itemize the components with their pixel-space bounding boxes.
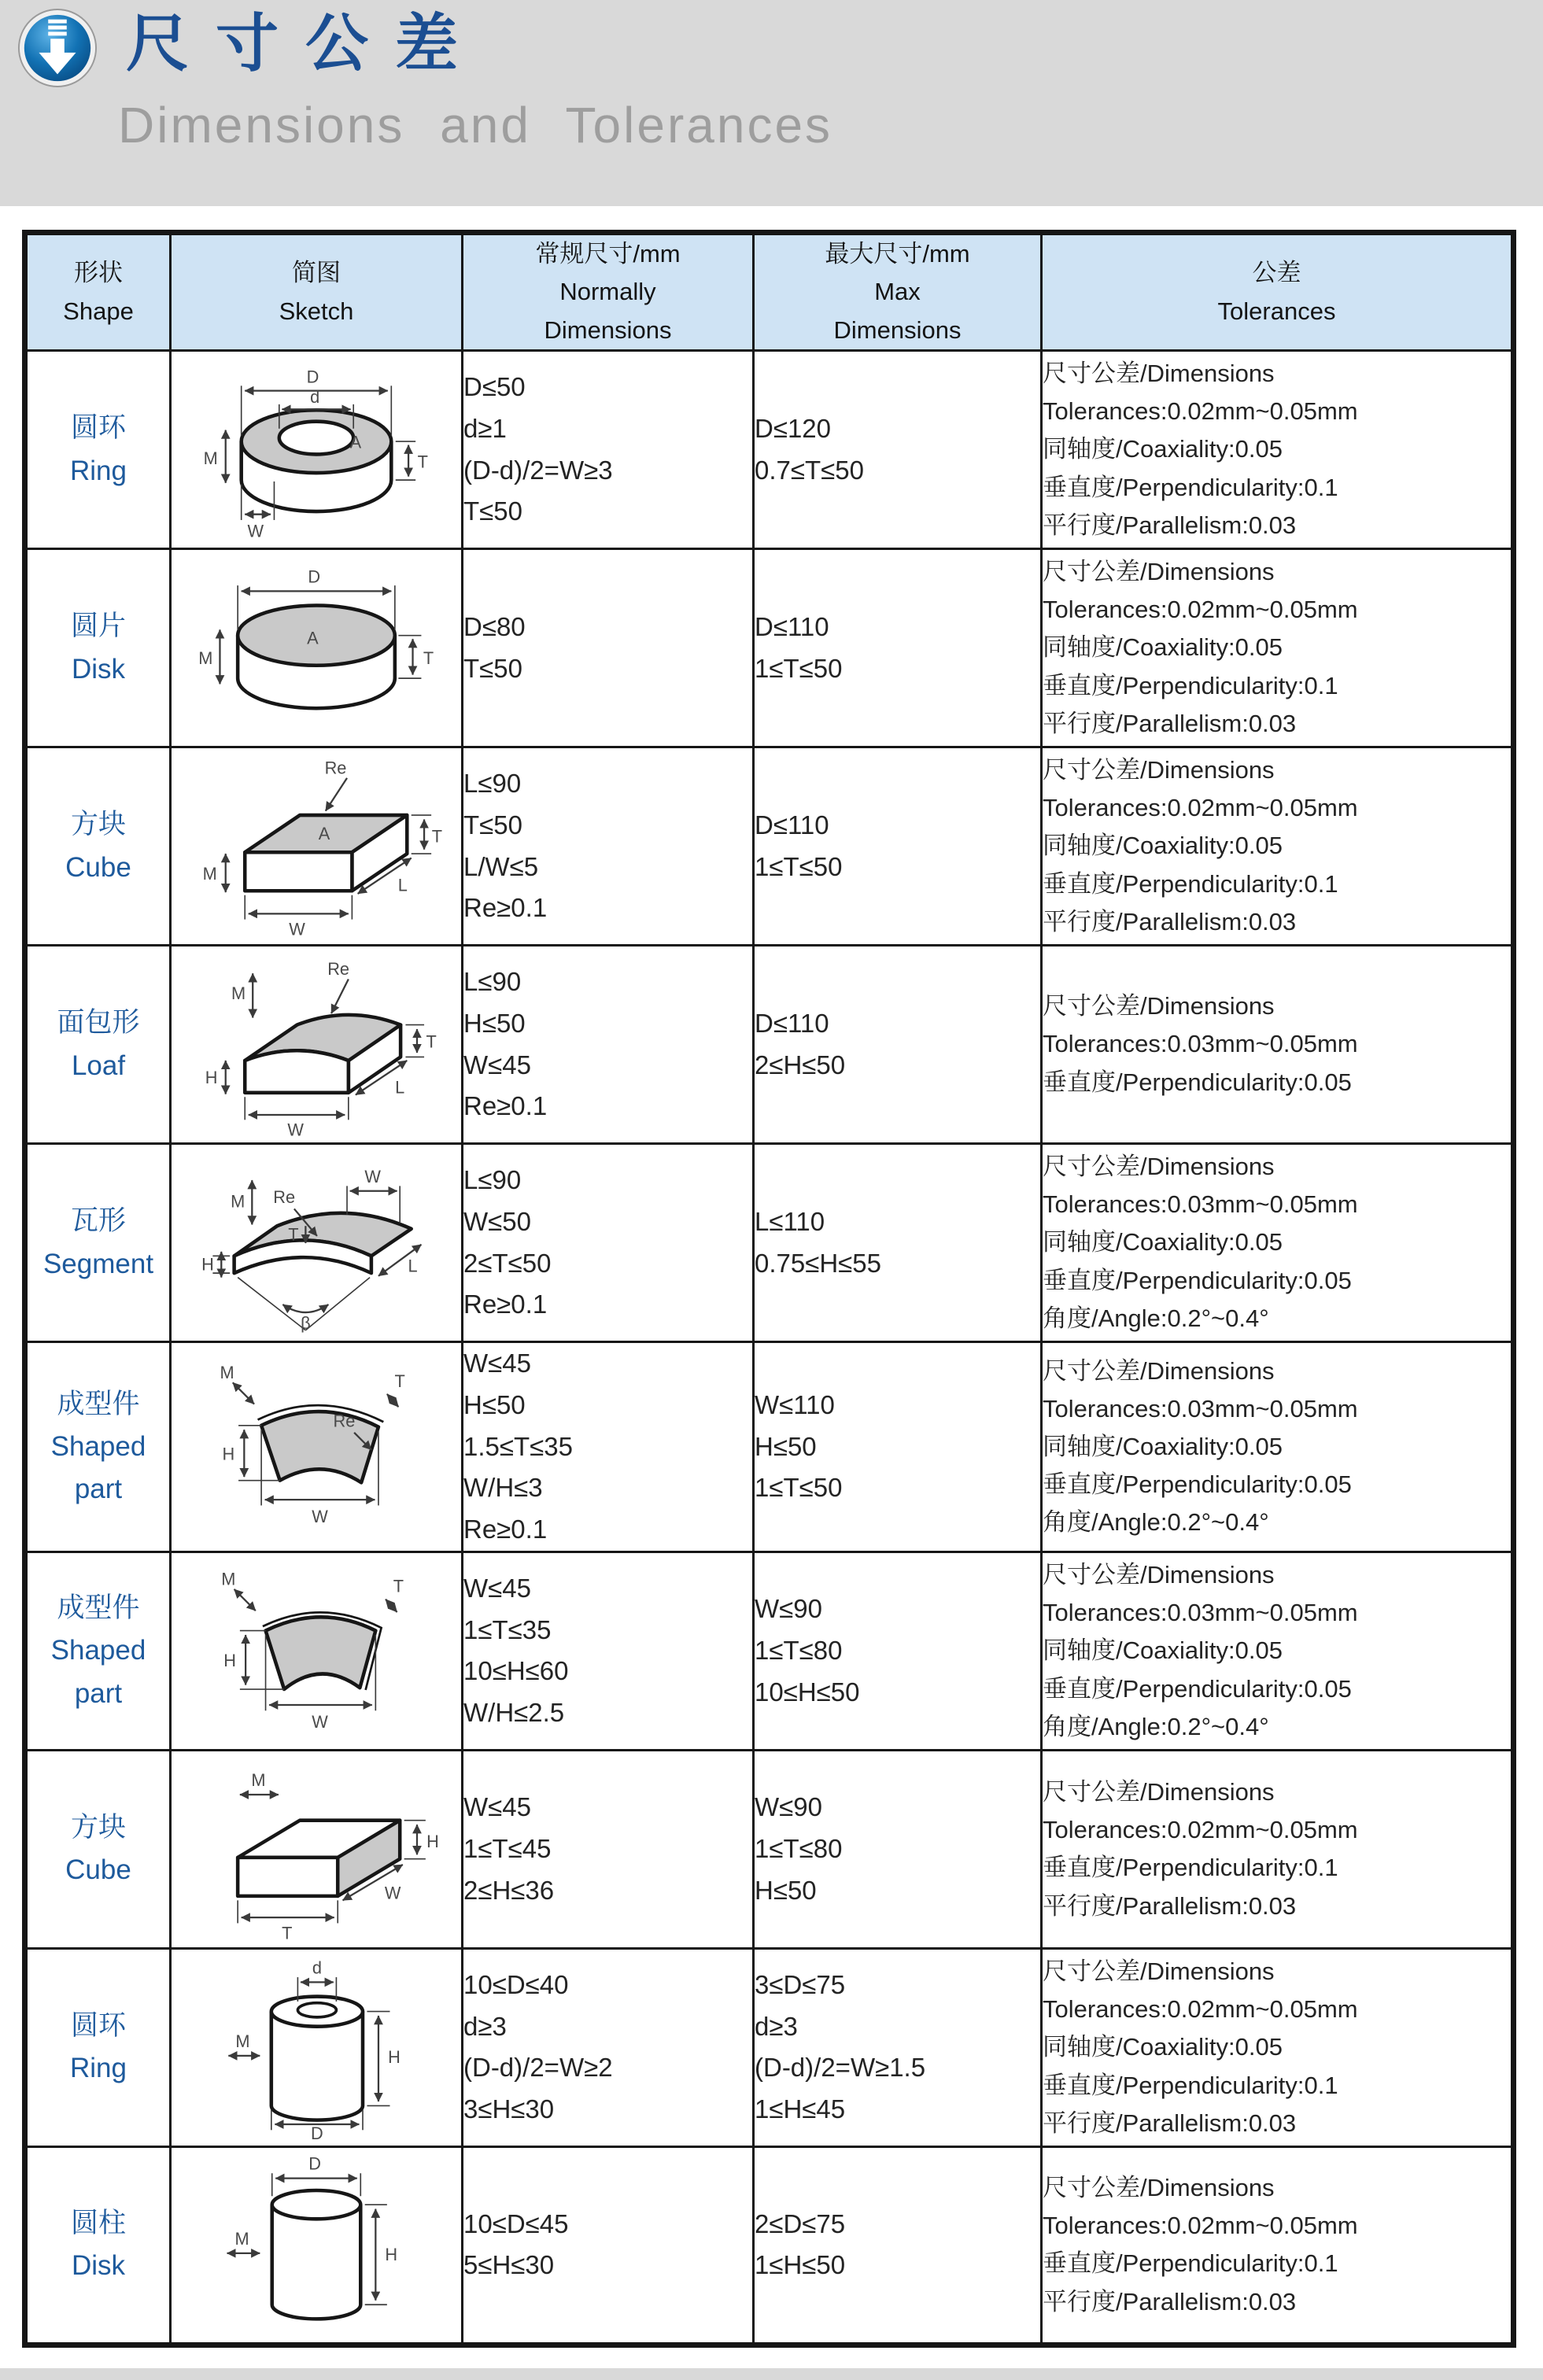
sketch-cylinder-3d-icon — [184, 2152, 449, 2338]
svg-text:D: D — [308, 2154, 322, 2175]
tolerances-cell: 尺寸公差/Dimensions Tolerances:0.03mm~0.05mm 同轴度/Coaxiality:0.05 垂直度/Perpendicularity:0.05 角度/Angle:0.2°~0.4° — [1042, 1552, 1514, 1750]
shape-cell — [25, 351, 171, 549]
svg-text:W: W — [312, 1507, 328, 1527]
sketch-loaf-3d-icon — [184, 952, 449, 1138]
shape-cell — [25, 1144, 171, 1342]
table-row — [25, 1750, 1514, 1948]
tolerances-cell: 尺寸公差/Dimensions Tolerances:0.02mm~0.05mm 同轴度/Coaxiality:0.05 垂直度/Perpendicularity:0.1 平行度/Parallelism:0.03 — [1042, 351, 1514, 549]
sketch-cell — [171, 747, 463, 946]
normally-cell: L≤90 H≤50 W≤45 Re≥0.1 — [463, 946, 754, 1144]
svg-text:W: W — [312, 1712, 328, 1732]
sketch-block-3d-icon — [184, 754, 449, 939]
svg-text:H: H — [222, 1444, 235, 1464]
max-cell: L≤110 0.75≤H≤55 — [754, 1144, 1042, 1342]
svg-text:T: T — [431, 826, 443, 847]
svg-text:d: d — [310, 386, 320, 407]
shape-name-en: Cube — [65, 851, 131, 883]
svg-text:W: W — [247, 521, 264, 541]
shape-name-en: Shaped part — [50, 1430, 146, 1505]
table-row — [25, 1342, 1514, 1552]
sketch-ring-3d-icon — [184, 357, 449, 543]
shape-name-cn: 圆柱 — [70, 2208, 126, 2239]
svg-text:W: W — [364, 1166, 381, 1186]
tolerances-cell: 尺寸公差/Dimensions Tolerances:0.02mm~0.05mm 同轴度/Coaxiality:0.05 垂直度/Perpendicularity:0.1 平行度/Parallelism:0.03 — [1042, 747, 1514, 946]
table-row — [25, 1552, 1514, 1750]
shape-name-cn: 方块 — [70, 1812, 126, 1843]
svg-text:L: L — [395, 1077, 405, 1098]
table-row — [25, 1948, 1514, 2146]
sketch-shaped-arc-icon — [184, 1354, 449, 1540]
sketch-cell — [171, 1342, 463, 1552]
svg-text:Re: Re — [327, 958, 350, 979]
svg-text:T: T — [393, 1577, 404, 1597]
svg-text:T: T — [288, 1223, 299, 1244]
normally-cell: D≤80 T≤50 — [463, 549, 754, 747]
shape-name-cn: 成型件 — [57, 1592, 140, 1624]
table-row — [25, 2146, 1514, 2345]
col-header-shape: 形状 Shape — [25, 233, 171, 351]
svg-text:L: L — [397, 874, 408, 895]
shape-cell — [25, 747, 171, 946]
normally-cell: D≤50 d≥1 (D-d)/2=W≥3 T≤50 — [463, 351, 754, 549]
svg-text:Re: Re — [333, 1411, 356, 1431]
shape-cell — [25, 1750, 171, 1948]
sketch-segment-3d-icon — [184, 1150, 449, 1336]
svg-text:d: d — [312, 1958, 322, 1978]
sketch-shaped-arc-icon — [184, 1558, 449, 1743]
shape-name-en: Loaf — [71, 1050, 126, 1081]
svg-text:T: T — [282, 1923, 293, 1943]
normally-cell: W≤45 1≤T≤45 2≤H≤36 — [463, 1750, 754, 1948]
svg-text:H: H — [388, 2047, 401, 2068]
table-row — [25, 351, 1514, 549]
svg-text:D: D — [311, 2124, 323, 2141]
svg-text:D: D — [308, 566, 321, 586]
svg-text:W: W — [287, 1119, 304, 1138]
svg-text:W: W — [289, 919, 305, 939]
tolerances-cell: 尺寸公差/Dimensions Tolerances:0.02mm~0.05mm 同轴度/Coaxiality:0.05 垂直度/Perpendicularity:0.1 平行度/Parallelism:0.03 — [1042, 1948, 1514, 2146]
page-subtitle: Dimensions and Tolerances — [118, 97, 833, 153]
col-header-tolerances: 公差 Tolerances — [1042, 233, 1514, 351]
shape-name-cn: 圆环 — [70, 2010, 126, 2042]
shape-name-cn: 成型件 — [57, 1388, 140, 1419]
normally-cell: 10≤D≤40 d≥3 (D-d)/2=W≥2 3≤H≤30 — [463, 1948, 754, 2146]
shape-name-cn: 圆环 — [70, 412, 126, 444]
shape-name-cn: 圆片 — [70, 611, 126, 642]
svg-text:M: M — [221, 1569, 236, 1589]
table-row — [25, 1144, 1514, 1342]
svg-text:Re: Re — [273, 1186, 296, 1207]
tolerances-cell: 尺寸公差/Dimensions Tolerances:0.02mm~0.05mm 垂直度/Perpendicularity:0.1 平行度/Parallelism:0.03 — [1042, 2146, 1514, 2345]
tolerances-cell: 尺寸公差/Dimensions Tolerances:0.03mm~0.05mm 同轴度/Coaxiality:0.05 垂直度/Perpendicularity:0.05 角度/Angle:0.2°~0.4° — [1042, 1342, 1514, 1552]
svg-text:M: M — [198, 648, 213, 668]
shape-name-cn: 方块 — [70, 809, 126, 840]
svg-text:M: M — [203, 448, 218, 468]
tolerances-cell: 尺寸公差/Dimensions Tolerances:0.02mm~0.05mm 垂直度/Perpendicularity:0.1 平行度/Parallelism:0.03 — [1042, 1750, 1514, 1948]
svg-text:D: D — [306, 367, 319, 387]
svg-text:H: H — [201, 1253, 214, 1274]
dimensions-tolerances-table — [22, 230, 1516, 2348]
sketch-disk-3d-icon — [184, 555, 449, 741]
svg-text:T: T — [394, 1371, 405, 1391]
tolerances-cell: 尺寸公差/Dimensions Tolerances:0.02mm~0.05mm 同轴度/Coaxiality:0.05 垂直度/Perpendicularity:0.1 平行度/Parallelism:0.03 — [1042, 549, 1514, 747]
svg-text:M: M — [234, 2229, 249, 2249]
shape-cell — [25, 549, 171, 747]
shape-name-en: Ring — [70, 2053, 127, 2084]
shape-cell — [25, 2146, 171, 2345]
tolerances-cell: 尺寸公差/Dimensions Tolerances:0.03mm~0.05mm 同轴度/Coaxiality:0.05 垂直度/Perpendicularity:0.05 角度/Angle:0.2°~0.4° — [1042, 1144, 1514, 1342]
svg-text:Re: Re — [324, 757, 347, 777]
shape-name-en: Disk — [71, 2250, 126, 2282]
col-header-max: 最大尺寸/mm Max Dimensions — [754, 233, 1042, 351]
sketch-cell — [171, 2146, 463, 2345]
normally-cell: W≤45 H≤50 1.5≤T≤35 W/H≤3 Re≥0.1 — [463, 1342, 754, 1552]
normally-cell: 10≤D≤45 5≤H≤30 — [463, 2146, 754, 2345]
shape-name-cn: 面包形 — [57, 1007, 140, 1039]
svg-text:W: W — [384, 1884, 401, 1904]
sketch-cell — [171, 1552, 463, 1750]
table-row — [25, 549, 1514, 747]
sketch-cell — [171, 549, 463, 747]
shape-cell — [25, 1342, 171, 1552]
sketch-block-flat-3d-icon — [184, 1756, 449, 1942]
shape-name-en: Shaped part — [50, 1635, 146, 1709]
svg-text:M: M — [231, 983, 246, 1003]
max-cell: D≤110 2≤H≤50 — [754, 946, 1042, 1144]
sketch-cell — [171, 1948, 463, 2146]
shape-cell — [25, 946, 171, 1144]
shape-name-cn: 瓦形 — [70, 1205, 126, 1237]
sketch-tube-3d-icon — [184, 1954, 449, 2140]
normally-cell: L≤90 W≤50 2≤T≤50 Re≥0.1 — [463, 1144, 754, 1342]
tolerances-cell: 尺寸公差/Dimensions Tolerances:0.03mm~0.05mm 垂直度/Perpendicularity:0.05 — [1042, 946, 1514, 1144]
svg-text:T: T — [423, 648, 434, 668]
svg-text:H: H — [205, 1067, 218, 1087]
svg-text:T: T — [417, 452, 428, 472]
table-row — [25, 747, 1514, 946]
table-header-row — [25, 233, 1514, 351]
col-header-sketch: 简图 Sketch — [171, 233, 463, 351]
svg-text:T: T — [426, 1031, 437, 1052]
max-cell: 2≤D≤75 1≤H≤50 — [754, 2146, 1042, 2345]
svg-text:M: M — [231, 1191, 245, 1212]
svg-text:H: H — [385, 2245, 398, 2265]
svg-text:L: L — [408, 1255, 418, 1275]
svg-text:M: M — [251, 1770, 266, 1791]
svg-text:M: M — [202, 863, 217, 884]
sketch-cell — [171, 351, 463, 549]
shape-cell — [25, 1552, 171, 1750]
table-row — [25, 946, 1514, 1144]
svg-text:H: H — [223, 1651, 237, 1671]
shape-name-en: Segment — [42, 1248, 154, 1279]
shape-name-en: Cube — [65, 1854, 131, 1886]
sketch-cell — [171, 1144, 463, 1342]
max-cell: D≤120 0.7≤T≤50 — [754, 351, 1042, 549]
svg-text:A: A — [318, 823, 330, 843]
download-arrow-icon — [17, 8, 98, 88]
col-header-normally: 常规尺寸/mm Normally Dimensions — [463, 233, 754, 351]
max-cell: D≤110 1≤T≤50 — [754, 549, 1042, 747]
svg-text:A: A — [307, 628, 319, 648]
normally-cell: W≤45 1≤T≤35 10≤H≤60 W/H≤2.5 — [463, 1552, 754, 1750]
normally-cell: L≤90 T≤50 L/W≤5 Re≥0.1 — [463, 747, 754, 946]
shape-name-en: Ring — [70, 455, 127, 486]
max-cell: W≤90 1≤T≤80 H≤50 — [754, 1750, 1042, 1948]
max-cell: D≤110 1≤T≤50 — [754, 747, 1042, 946]
svg-text:β: β — [301, 1312, 311, 1333]
max-cell: 3≤D≤75 d≥3 (D-d)/2=W≥1.5 1≤H≤45 — [754, 1948, 1042, 2146]
svg-text:H: H — [426, 1832, 439, 1852]
page-title: 尺寸公差 — [126, 9, 485, 79]
svg-text:M: M — [220, 1362, 234, 1382]
sketch-cell — [171, 1750, 463, 1948]
svg-text:M: M — [235, 2031, 250, 2052]
svg-text:A: A — [349, 431, 362, 452]
max-cell: W≤90 1≤T≤80 10≤H≤50 — [754, 1552, 1042, 1750]
shape-name-en: Disk — [71, 653, 126, 684]
max-cell: W≤110 H≤50 1≤T≤50 — [754, 1342, 1042, 1552]
sketch-cell — [171, 946, 463, 1144]
shape-cell — [25, 1948, 171, 2146]
